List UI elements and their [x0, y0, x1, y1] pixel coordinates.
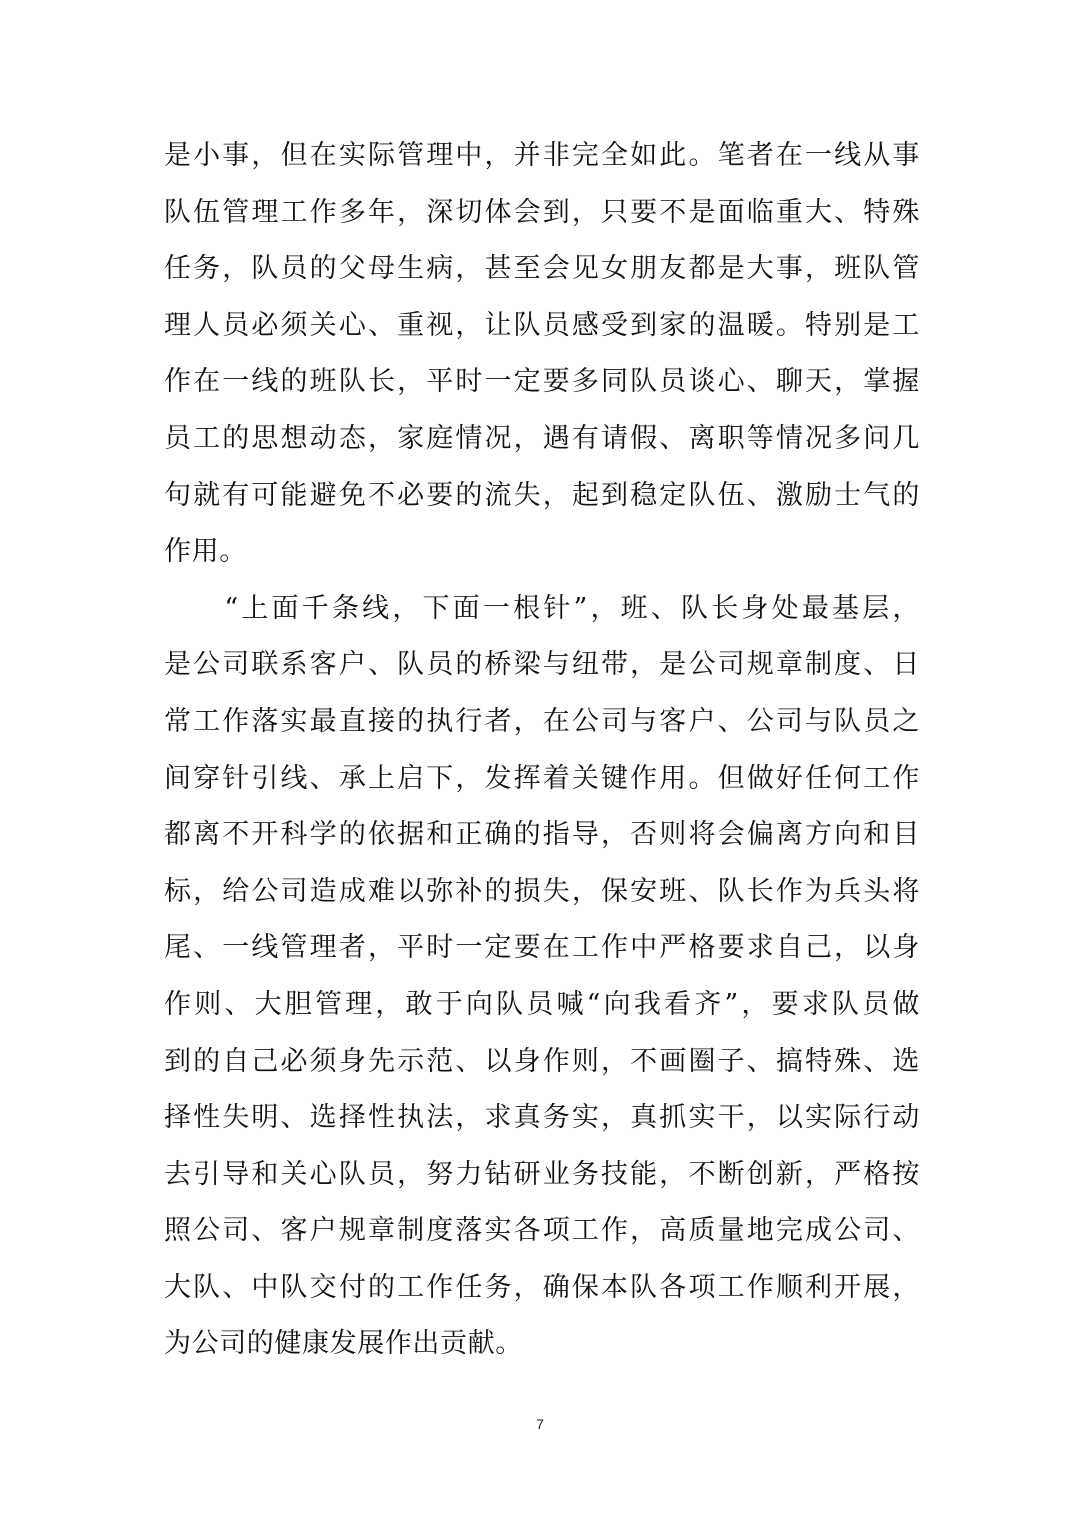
- paragraph-line: 择性失明、选择性执法，求真务实，真抓实干，以实际行动: [164, 1102, 920, 1134]
- paragraph-line: 到的自己必须身先示范、以身作则，不画圈子、搞特殊、选: [164, 1045, 920, 1077]
- paragraph-line: 大队、中队交付的工作任务，确保本队各项工作顺利开展，: [164, 1271, 920, 1303]
- paragraph-line: 为公司的健康发展作出贡献。: [164, 1328, 523, 1360]
- paragraph-line: 队伍管理工作多年，深切体会到，只要不是面临重大、特殊: [164, 196, 920, 228]
- paragraph-line: 任务，队员的父母生病，甚至会见女朋友都是大事，班队管: [164, 253, 920, 285]
- body-text: [164, 128, 920, 1373]
- paragraph-line: 作用。: [164, 536, 247, 568]
- page-number: 7: [536, 1416, 544, 1432]
- paragraph-1: [164, 128, 920, 581]
- paragraph-line: “上面千条线，下面一根针”，班、队长身处最基层，: [164, 592, 920, 624]
- paragraph-line: 句就有可能避免不必要的流失，起到稳定队伍、激励士气的: [164, 479, 920, 511]
- paragraph-line: 是公司联系客户、队员的桥梁与纽带，是公司规章制度、日: [164, 649, 920, 681]
- paragraph-line: 是小事，但在实际管理中，并非完全如此。笔者在一线从事: [164, 140, 920, 171]
- paragraph-line: 尾、一线管理者，平时一定要在工作中严格要求自己，以身: [164, 932, 920, 964]
- paragraph-line: 作则、大胆管理，敢于向队员喊“向我看齐”，要求队员做: [164, 988, 920, 1020]
- paragraph-line: 员工的思想动态，家庭情况，遇有请假、离职等情况多问几: [164, 422, 920, 454]
- paragraph-line: 常工作落实最直接的执行者，在公司与客户、公司与队员之: [164, 705, 920, 737]
- paragraph-line: 去引导和关心队员，努力钻研业务技能，不断创新，严格按: [164, 1158, 920, 1190]
- paragraph-line: 理人员必须关心、重视，让队员感受到家的温暖。特别是工: [164, 309, 920, 341]
- paragraph-2: [164, 581, 920, 1373]
- paragraph-line: 都离不开科学的依据和正确的指导，否则将会偏离方向和目: [164, 819, 920, 851]
- paragraph-line: 作在一线的班队长，平时一定要多同队员谈心、聊天，掌握: [164, 366, 920, 398]
- paragraph-line: 间穿针引线、承上启下，发挥着关键作用。但做好任何工作: [164, 762, 920, 794]
- paragraph-line: 标，给公司造成难以弥补的损失，保安班、队长作为兵头将: [164, 875, 920, 907]
- paragraph-line: 照公司、客户规章制度落实各项工作，高质量地完成公司、: [164, 1215, 920, 1247]
